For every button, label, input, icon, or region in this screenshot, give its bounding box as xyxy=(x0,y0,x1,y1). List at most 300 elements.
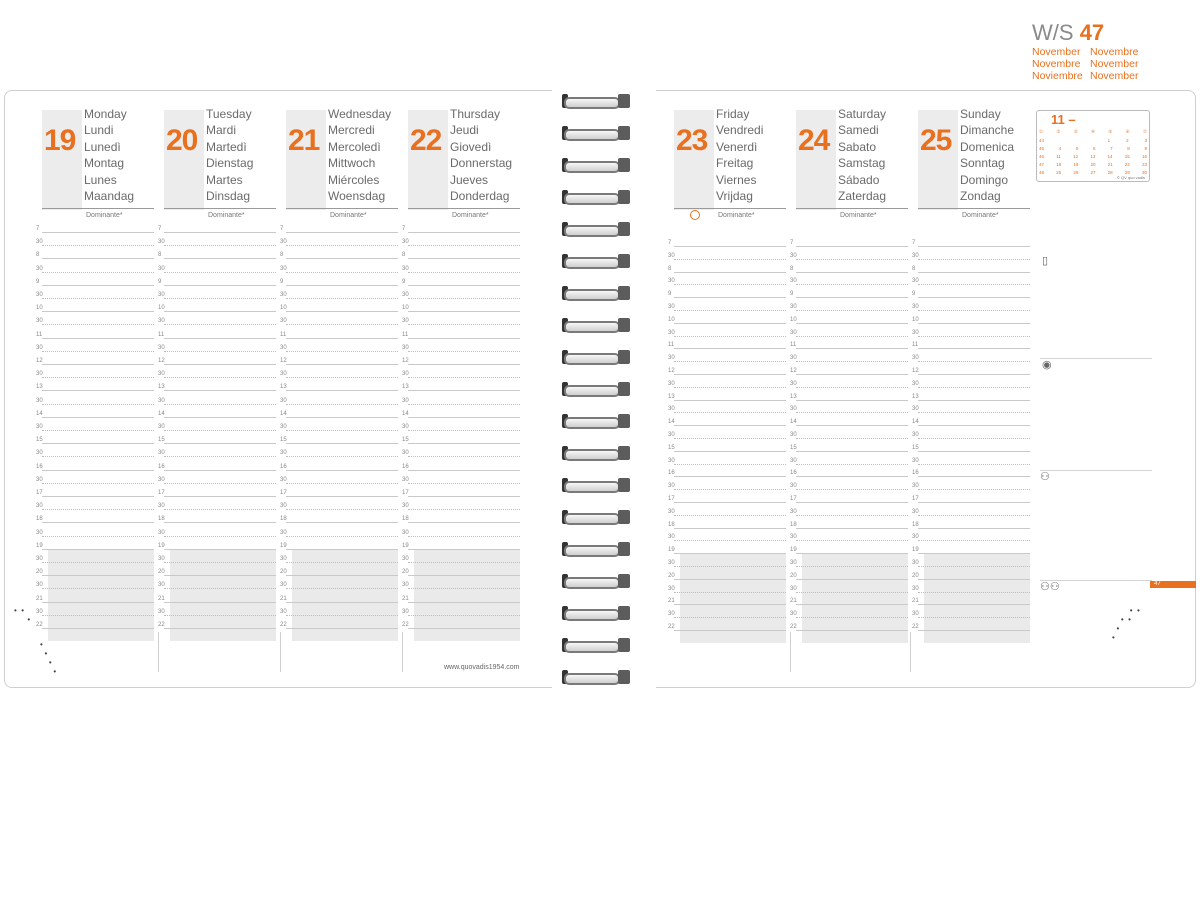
hour-label: 11 xyxy=(668,342,675,349)
dominante-rule xyxy=(674,208,786,209)
day-name: Jeudi xyxy=(450,123,479,138)
hour-label: 7 xyxy=(280,226,284,232)
hour-line xyxy=(42,628,154,629)
hour-label: 13 xyxy=(280,384,287,391)
half-hour-line xyxy=(286,456,398,457)
day-header xyxy=(164,90,276,219)
half-hour-label: 30 xyxy=(668,380,675,387)
half-hour-line xyxy=(918,387,1030,388)
ring-coil xyxy=(564,321,620,333)
half-hour-line xyxy=(918,438,1030,439)
column-rule xyxy=(790,632,791,672)
half-hour-line xyxy=(796,617,908,618)
half-hour-label: 30 xyxy=(790,483,797,490)
month-names xyxy=(1032,46,1192,82)
ring-end xyxy=(618,542,630,556)
half-hour-label: 30 xyxy=(158,608,165,615)
hour-line xyxy=(918,425,1030,426)
half-hour-label: 30 xyxy=(158,292,165,298)
half-hour-label: 30 xyxy=(36,608,43,615)
half-hour-label: 30 xyxy=(402,529,409,536)
half-hour-line xyxy=(918,284,1030,285)
ring-coil xyxy=(564,289,620,301)
half-hour-line xyxy=(674,617,786,618)
hour-line xyxy=(408,602,520,603)
half-hour-line xyxy=(796,336,908,337)
hour-line xyxy=(42,364,154,365)
column-rule xyxy=(402,632,403,672)
hour-label: 21 xyxy=(402,595,409,602)
mini-calendar xyxy=(1036,110,1150,182)
hour-label: 18 xyxy=(790,521,797,528)
mini-calendar-day: 29 xyxy=(1124,170,1130,175)
hour-line xyxy=(286,496,398,497)
hour-line xyxy=(796,451,908,452)
day-name: Venerdì xyxy=(716,139,758,154)
hour-line xyxy=(796,604,908,605)
half-hour-line xyxy=(408,351,520,352)
half-hour-line xyxy=(674,310,786,311)
half-hour-label: 30 xyxy=(790,304,797,310)
half-hour-label: 30 xyxy=(280,529,287,536)
half-hour-line xyxy=(674,361,786,362)
half-hour-label: 30 xyxy=(912,278,919,285)
ring-coil xyxy=(564,545,620,557)
phone-icon: ▯ xyxy=(1042,255,1049,267)
day-number: 22 xyxy=(410,124,442,157)
half-hour-label: 30 xyxy=(280,292,287,298)
half-hour-line xyxy=(42,377,154,378)
hour-line xyxy=(674,425,786,426)
hour-line xyxy=(796,272,908,273)
half-hour-line xyxy=(918,540,1030,541)
hour-line xyxy=(164,285,276,286)
dominante-rule xyxy=(164,208,276,209)
hour-label: 20 xyxy=(36,569,43,576)
dominante-label: Dominante* xyxy=(86,212,123,219)
half-hour-label: 30 xyxy=(668,560,675,566)
hour-line xyxy=(674,476,786,477)
half-hour-label: 30 xyxy=(790,355,797,362)
day-number: 21 xyxy=(288,124,320,157)
dominante-label: Dominante* xyxy=(208,212,245,219)
half-hour-label: 30 xyxy=(668,355,675,362)
hour-label: 13 xyxy=(912,393,919,400)
half-hour-line xyxy=(796,438,908,439)
mini-calendar-day: 3 xyxy=(1144,138,1147,143)
hour-line xyxy=(796,374,908,375)
spiral-ring xyxy=(564,254,628,268)
half-hour-line xyxy=(164,351,276,352)
mini-calendar-day: 48 xyxy=(1039,170,1045,175)
half-hour-line xyxy=(408,456,520,457)
hour-line xyxy=(164,417,276,418)
half-hour-label: 30 xyxy=(790,508,797,515)
mini-calendar-day: 21 xyxy=(1107,162,1113,167)
half-hour-label: 30 xyxy=(402,450,409,457)
hour-line xyxy=(42,602,154,603)
ring-end xyxy=(618,382,630,396)
hour-label: 22 xyxy=(402,622,409,628)
dominante-rule xyxy=(408,208,520,209)
day-name: Montag xyxy=(84,156,125,171)
hour-label: 12 xyxy=(402,358,409,364)
half-hour-line xyxy=(42,509,154,510)
ring-end xyxy=(618,190,630,204)
mini-calendar-day: 20 xyxy=(1090,162,1096,167)
half-hour-line xyxy=(408,483,520,484)
hour-label: 11 xyxy=(912,342,919,349)
half-hour-label: 30 xyxy=(402,265,409,272)
dominante-label: Dominante* xyxy=(452,212,489,219)
day-name: Samstag xyxy=(838,156,886,171)
half-hour-label: 30 xyxy=(668,278,675,285)
mini-calendar-title: 11 – xyxy=(1051,112,1076,127)
half-hour-line xyxy=(918,310,1030,311)
half-hour-line xyxy=(408,509,520,510)
half-hour-line xyxy=(674,592,786,593)
hour-label: 14 xyxy=(280,410,287,417)
spiral-ring xyxy=(564,190,628,204)
day-number: 25 xyxy=(920,124,952,157)
ring-coil xyxy=(564,385,620,397)
day-name: Martedì xyxy=(206,139,247,154)
hour-label: 10 xyxy=(402,305,409,312)
hour-label: 18 xyxy=(280,516,287,523)
half-hour-label: 30 xyxy=(158,556,165,562)
half-hour-line xyxy=(286,536,398,537)
hour-label: 8 xyxy=(668,265,672,272)
hour-line xyxy=(408,258,520,259)
hour-line xyxy=(164,232,276,233)
hour-label: 8 xyxy=(790,265,794,272)
half-hour-label: 30 xyxy=(790,457,797,464)
hour-line xyxy=(796,528,908,529)
hour-label: 9 xyxy=(912,291,916,298)
half-hour-line xyxy=(796,592,908,593)
hour-line xyxy=(918,246,1030,247)
half-hour-line xyxy=(286,404,398,405)
day-name: Sunday xyxy=(960,107,1001,121)
month-name: Novembre xyxy=(1032,58,1081,70)
spiral-ring xyxy=(564,286,628,300)
half-hour-label: 30 xyxy=(158,476,165,483)
mini-calendar-weekday: ③ xyxy=(1073,129,1078,134)
hour-label: 16 xyxy=(402,463,409,470)
half-hour-label: 30 xyxy=(912,406,919,413)
half-hour-label: 30 xyxy=(790,329,797,336)
hour-line xyxy=(408,470,520,471)
half-hour-line xyxy=(42,351,154,352)
half-hour-line xyxy=(286,588,398,589)
half-hour-line xyxy=(286,272,398,273)
hour-line xyxy=(918,451,1030,452)
ring-end xyxy=(618,318,630,332)
dominante-circle xyxy=(690,210,700,220)
hour-label: 19 xyxy=(790,547,797,554)
day-header xyxy=(286,90,398,219)
half-hour-line xyxy=(796,412,908,413)
hour-label: 17 xyxy=(912,496,919,502)
hour-label: 17 xyxy=(790,496,797,502)
ring-end xyxy=(618,670,630,684)
half-hour-label: 30 xyxy=(36,424,43,430)
hour-label: 22 xyxy=(36,622,43,628)
half-hour-label: 30 xyxy=(280,318,287,325)
hour-line xyxy=(42,549,154,550)
half-hour-label: 30 xyxy=(668,483,675,490)
half-hour-line xyxy=(674,336,786,337)
day-names xyxy=(450,106,512,204)
hour-label: 7 xyxy=(790,240,794,246)
half-hour-line xyxy=(286,430,398,431)
half-hour-label: 30 xyxy=(402,397,409,404)
day-name: Martes xyxy=(206,172,243,187)
day-header xyxy=(674,90,786,219)
mini-calendar-day: 23 xyxy=(1141,162,1147,167)
ring-end xyxy=(618,350,630,364)
month-name: Novembre xyxy=(1090,46,1139,58)
hour-label: 16 xyxy=(158,463,165,470)
half-hour-line xyxy=(42,404,154,405)
mini-calendar-footer: © QV quo vadis xyxy=(1116,175,1145,180)
half-hour-label: 30 xyxy=(668,304,675,310)
half-hour-label: 30 xyxy=(36,476,43,483)
hour-label: 15 xyxy=(402,437,409,444)
day-name: Donnerstag xyxy=(450,156,513,171)
half-hour-line xyxy=(164,324,276,325)
hour-label: 9 xyxy=(668,291,672,298)
half-hour-label: 30 xyxy=(280,503,287,510)
hour-line xyxy=(918,348,1030,349)
half-hour-line xyxy=(286,351,398,352)
day-name: Giovedì xyxy=(450,139,492,154)
hour-line xyxy=(674,246,786,247)
half-hour-line xyxy=(164,483,276,484)
hour-line xyxy=(42,285,154,286)
half-hour-label: 30 xyxy=(668,406,675,413)
ring-end xyxy=(618,286,630,300)
hour-line xyxy=(796,553,908,554)
day-name: Freitag xyxy=(716,156,754,171)
hour-line xyxy=(918,476,1030,477)
half-hour-label: 30 xyxy=(158,344,165,351)
hour-label: 12 xyxy=(668,368,675,374)
hour-line xyxy=(796,476,908,477)
hour-label: 19 xyxy=(280,542,287,549)
hour-line xyxy=(286,311,398,312)
ring-coil xyxy=(564,129,620,141)
hour-line xyxy=(286,602,398,603)
dominante-rule xyxy=(918,208,1030,209)
column-rule xyxy=(910,632,911,672)
half-hour-label: 30 xyxy=(158,503,165,510)
footer-url: www.quovadis1954.com xyxy=(444,664,520,671)
hour-line xyxy=(918,502,1030,503)
half-hour-line xyxy=(164,456,276,457)
half-hour-label: 30 xyxy=(912,329,919,336)
hour-label: 14 xyxy=(402,410,409,417)
hour-line xyxy=(286,417,398,418)
hour-line xyxy=(42,390,154,391)
half-hour-line xyxy=(674,515,786,516)
hour-line xyxy=(164,258,276,259)
day-name: Zondag xyxy=(960,188,1001,203)
ring-end xyxy=(618,574,630,588)
hour-line xyxy=(408,285,520,286)
half-hour-line xyxy=(674,438,786,439)
half-hour-label: 30 xyxy=(790,611,797,618)
hour-line xyxy=(286,470,398,471)
hour-line xyxy=(918,553,1030,554)
half-hour-line xyxy=(164,536,276,537)
hour-label: 11 xyxy=(402,331,409,338)
half-hour-label: 30 xyxy=(912,534,919,541)
ring-coil xyxy=(564,193,620,205)
half-hour-label: 30 xyxy=(280,450,287,457)
day-name: Woensdag xyxy=(328,188,386,203)
hour-label: 10 xyxy=(36,305,43,312)
day-name: Dienstag xyxy=(206,156,254,171)
hour-label: 15 xyxy=(668,444,675,451)
half-hour-label: 30 xyxy=(912,355,919,362)
day-names xyxy=(328,106,391,204)
half-hour-line xyxy=(42,536,154,537)
half-hour-line xyxy=(286,298,398,299)
hour-label: 16 xyxy=(36,463,43,470)
hour-line xyxy=(674,374,786,375)
day-name: Sabato xyxy=(838,139,877,154)
hour-line xyxy=(796,400,908,401)
ring-end xyxy=(618,478,630,492)
hour-line xyxy=(796,323,908,324)
hour-line xyxy=(796,425,908,426)
hour-label: 21 xyxy=(36,595,43,602)
half-hour-label: 30 xyxy=(36,556,43,562)
day-number: 20 xyxy=(166,124,198,157)
hour-label: 22 xyxy=(280,622,287,628)
day-name: Sonntag xyxy=(960,156,1005,171)
half-hour-label: 30 xyxy=(912,611,919,618)
half-hour-label: 30 xyxy=(36,503,43,510)
half-hour-line xyxy=(164,615,276,616)
ring-end xyxy=(618,510,630,524)
hour-label: 13 xyxy=(402,384,409,391)
hour-label: 20 xyxy=(668,572,675,579)
half-hour-label: 30 xyxy=(912,560,919,566)
hour-label: 21 xyxy=(912,598,919,605)
half-hour-line xyxy=(286,245,398,246)
ring-coil xyxy=(564,673,620,685)
spiral-ring xyxy=(564,414,628,428)
half-hour-label: 30 xyxy=(402,503,409,510)
dominante-rule xyxy=(796,208,908,209)
hour-label: 13 xyxy=(36,384,43,391)
half-hour-line xyxy=(408,588,520,589)
hour-line xyxy=(674,630,786,631)
spiral-ring xyxy=(564,446,628,460)
half-hour-label: 30 xyxy=(402,344,409,351)
day-number: 23 xyxy=(676,124,708,157)
week-number: 47 xyxy=(1079,20,1105,45)
hour-label: 9 xyxy=(36,278,40,285)
hour-label: 21 xyxy=(790,598,797,605)
half-hour-label: 30 xyxy=(36,292,43,298)
hour-line xyxy=(674,604,786,605)
hour-line xyxy=(674,451,786,452)
hour-line xyxy=(164,575,276,576)
half-hour-label: 30 xyxy=(280,476,287,483)
spiral-ring xyxy=(564,510,628,524)
spiral-ring xyxy=(564,222,628,236)
hour-line xyxy=(674,528,786,529)
day-name: Tuesday xyxy=(206,107,252,121)
hour-line xyxy=(796,348,908,349)
half-hour-line xyxy=(42,456,154,457)
half-hour-line xyxy=(164,509,276,510)
hour-label: 8 xyxy=(402,252,406,259)
day-name: Dimanche xyxy=(960,123,1015,138)
ring-end xyxy=(618,94,630,108)
month-line xyxy=(1032,58,1192,70)
mini-calendar-weekday: ⑦ xyxy=(1142,129,1147,134)
half-hour-label: 30 xyxy=(280,239,287,246)
half-hour-line xyxy=(674,489,786,490)
hour-label: 20 xyxy=(158,569,165,576)
hour-label: 17 xyxy=(668,496,675,502)
hour-line xyxy=(286,285,398,286)
hour-label: 12 xyxy=(36,358,43,364)
hour-label: 22 xyxy=(158,622,165,628)
hour-label: 9 xyxy=(402,278,406,285)
half-hour-line xyxy=(408,562,520,563)
hour-line xyxy=(286,232,398,233)
mini-calendar-weekday: ② xyxy=(1056,129,1061,134)
half-hour-line xyxy=(164,245,276,246)
hour-label: 12 xyxy=(790,368,797,374)
hour-label: 10 xyxy=(158,305,165,312)
column-rule xyxy=(280,632,281,672)
half-hour-label: 30 xyxy=(668,585,675,592)
mini-calendar-weekday: ⑥ xyxy=(1125,129,1130,134)
half-hour-label: 30 xyxy=(790,278,797,285)
half-hour-line xyxy=(918,617,1030,618)
dominante-rule xyxy=(42,208,154,209)
hour-line xyxy=(286,338,398,339)
half-hour-line xyxy=(796,361,908,362)
ring-coil xyxy=(564,577,620,589)
day-name: Domingo xyxy=(960,172,1009,187)
hour-line xyxy=(286,575,398,576)
hour-label: 22 xyxy=(790,624,797,630)
hour-label: 14 xyxy=(790,419,797,426)
day-name: Sábado xyxy=(838,172,880,187)
corner-dots-left-bottom: • • • • xyxy=(40,640,57,676)
ring-coil xyxy=(564,97,620,109)
hour-label: 7 xyxy=(402,226,406,232)
day-names xyxy=(960,106,1014,204)
spiral-ring xyxy=(564,478,628,492)
dominante-label: Dominante* xyxy=(840,212,877,219)
half-hour-line xyxy=(408,615,520,616)
hour-line xyxy=(408,522,520,523)
hour-label: 19 xyxy=(402,542,409,549)
half-hour-line xyxy=(286,483,398,484)
hour-line xyxy=(408,496,520,497)
ring-coil xyxy=(564,641,620,653)
ring-end xyxy=(618,638,630,652)
hour-line xyxy=(796,579,908,580)
